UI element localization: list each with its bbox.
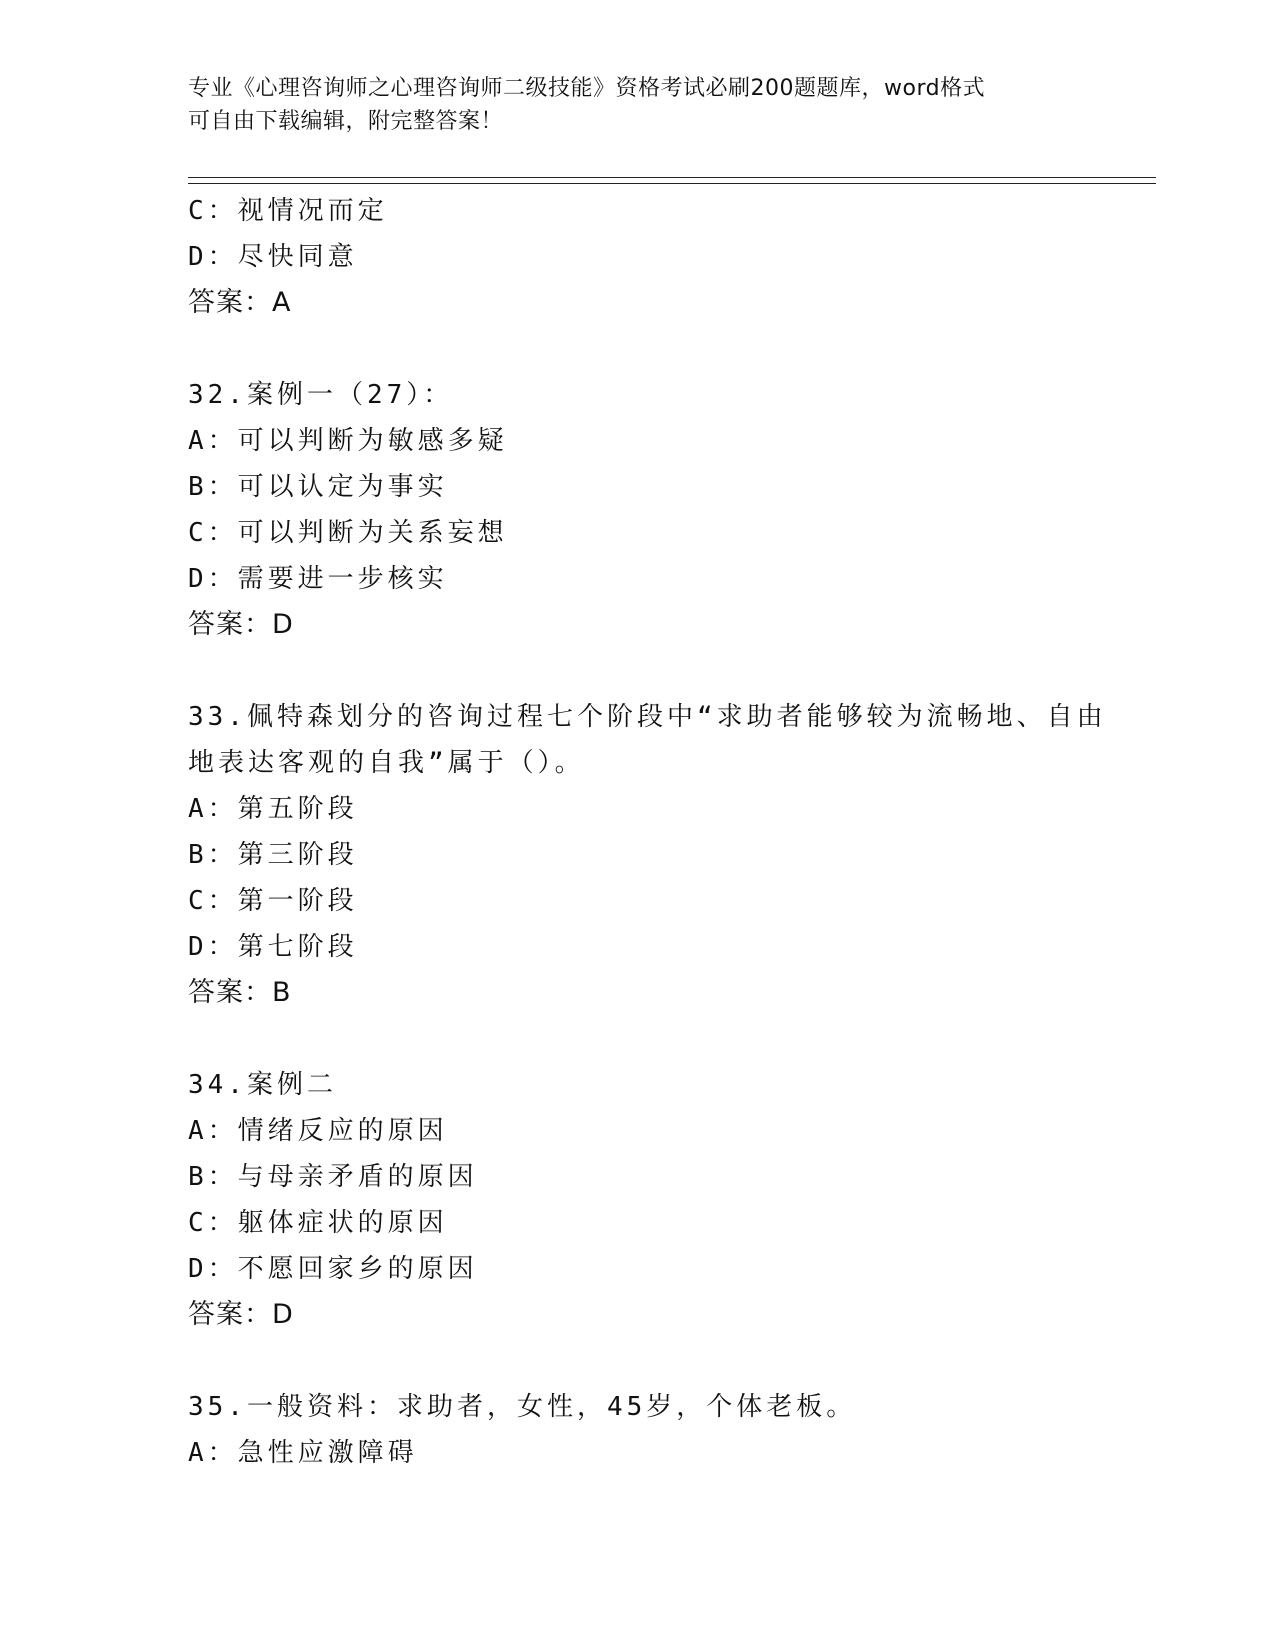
option-b: B：与母亲矛盾的原因 — [188, 1162, 478, 1192]
option-d: D：尽快同意 — [188, 242, 358, 272]
option-d: D：不愿回家乡的原因 — [188, 1254, 478, 1284]
option-c: C：可以判断为关系妄想 — [188, 518, 508, 548]
option-d: D：需要进一步核实 — [188, 564, 448, 594]
question-stem: 34.案例二 — [188, 1070, 337, 1100]
answer-line: 答案：B — [188, 977, 292, 1008]
option-b: B：可以认定为事实 — [188, 472, 448, 502]
question-stem-continued: 地表达客观的自我”属于（）。 — [188, 748, 585, 778]
option-c: C：视情况而定 — [188, 196, 388, 226]
spacer — [188, 1338, 1088, 1384]
header-divider-top — [188, 177, 1156, 178]
answer-line: 答案：A — [188, 287, 292, 318]
spacer — [188, 326, 1088, 372]
question-stem: 32.案例一（27）： — [188, 380, 454, 410]
option-a: A：可以判断为敏感多疑 — [188, 426, 508, 456]
option-a: A：情绪反应的原因 — [188, 1116, 448, 1146]
header-divider-bottom — [188, 183, 1156, 184]
question-list — [188, 188, 1107, 1476]
option-a: A：第五阶段 — [188, 794, 358, 824]
header-line-2: 可自由下载编辑，附完整答案！ — [188, 109, 504, 134]
option-d: D：第七阶段 — [188, 932, 358, 962]
header-line-1: 专业《心理咨询师之心理咨询师二级技能》资格考试必刷200题题库，word格式 — [188, 76, 986, 101]
option-a: A：急性应激障碍 — [188, 1438, 418, 1468]
option-b: B：第三阶段 — [188, 840, 358, 870]
question-stem: 35.一般资料：求助者，女性，45岁，个体老板。 — [188, 1392, 857, 1422]
spacer — [188, 1016, 1088, 1062]
question-stem: 33.佩特森划分的咨询过程七个阶段中“求助者能够较为流畅地、自由 — [188, 702, 1107, 732]
answer-line: 答案：D — [188, 609, 294, 640]
answer-line: 答案：D — [188, 1299, 294, 1330]
spacer — [188, 648, 1088, 694]
document-header — [188, 72, 1088, 138]
option-c: C：躯体症状的原因 — [188, 1208, 448, 1238]
option-c: C：第一阶段 — [188, 886, 358, 916]
